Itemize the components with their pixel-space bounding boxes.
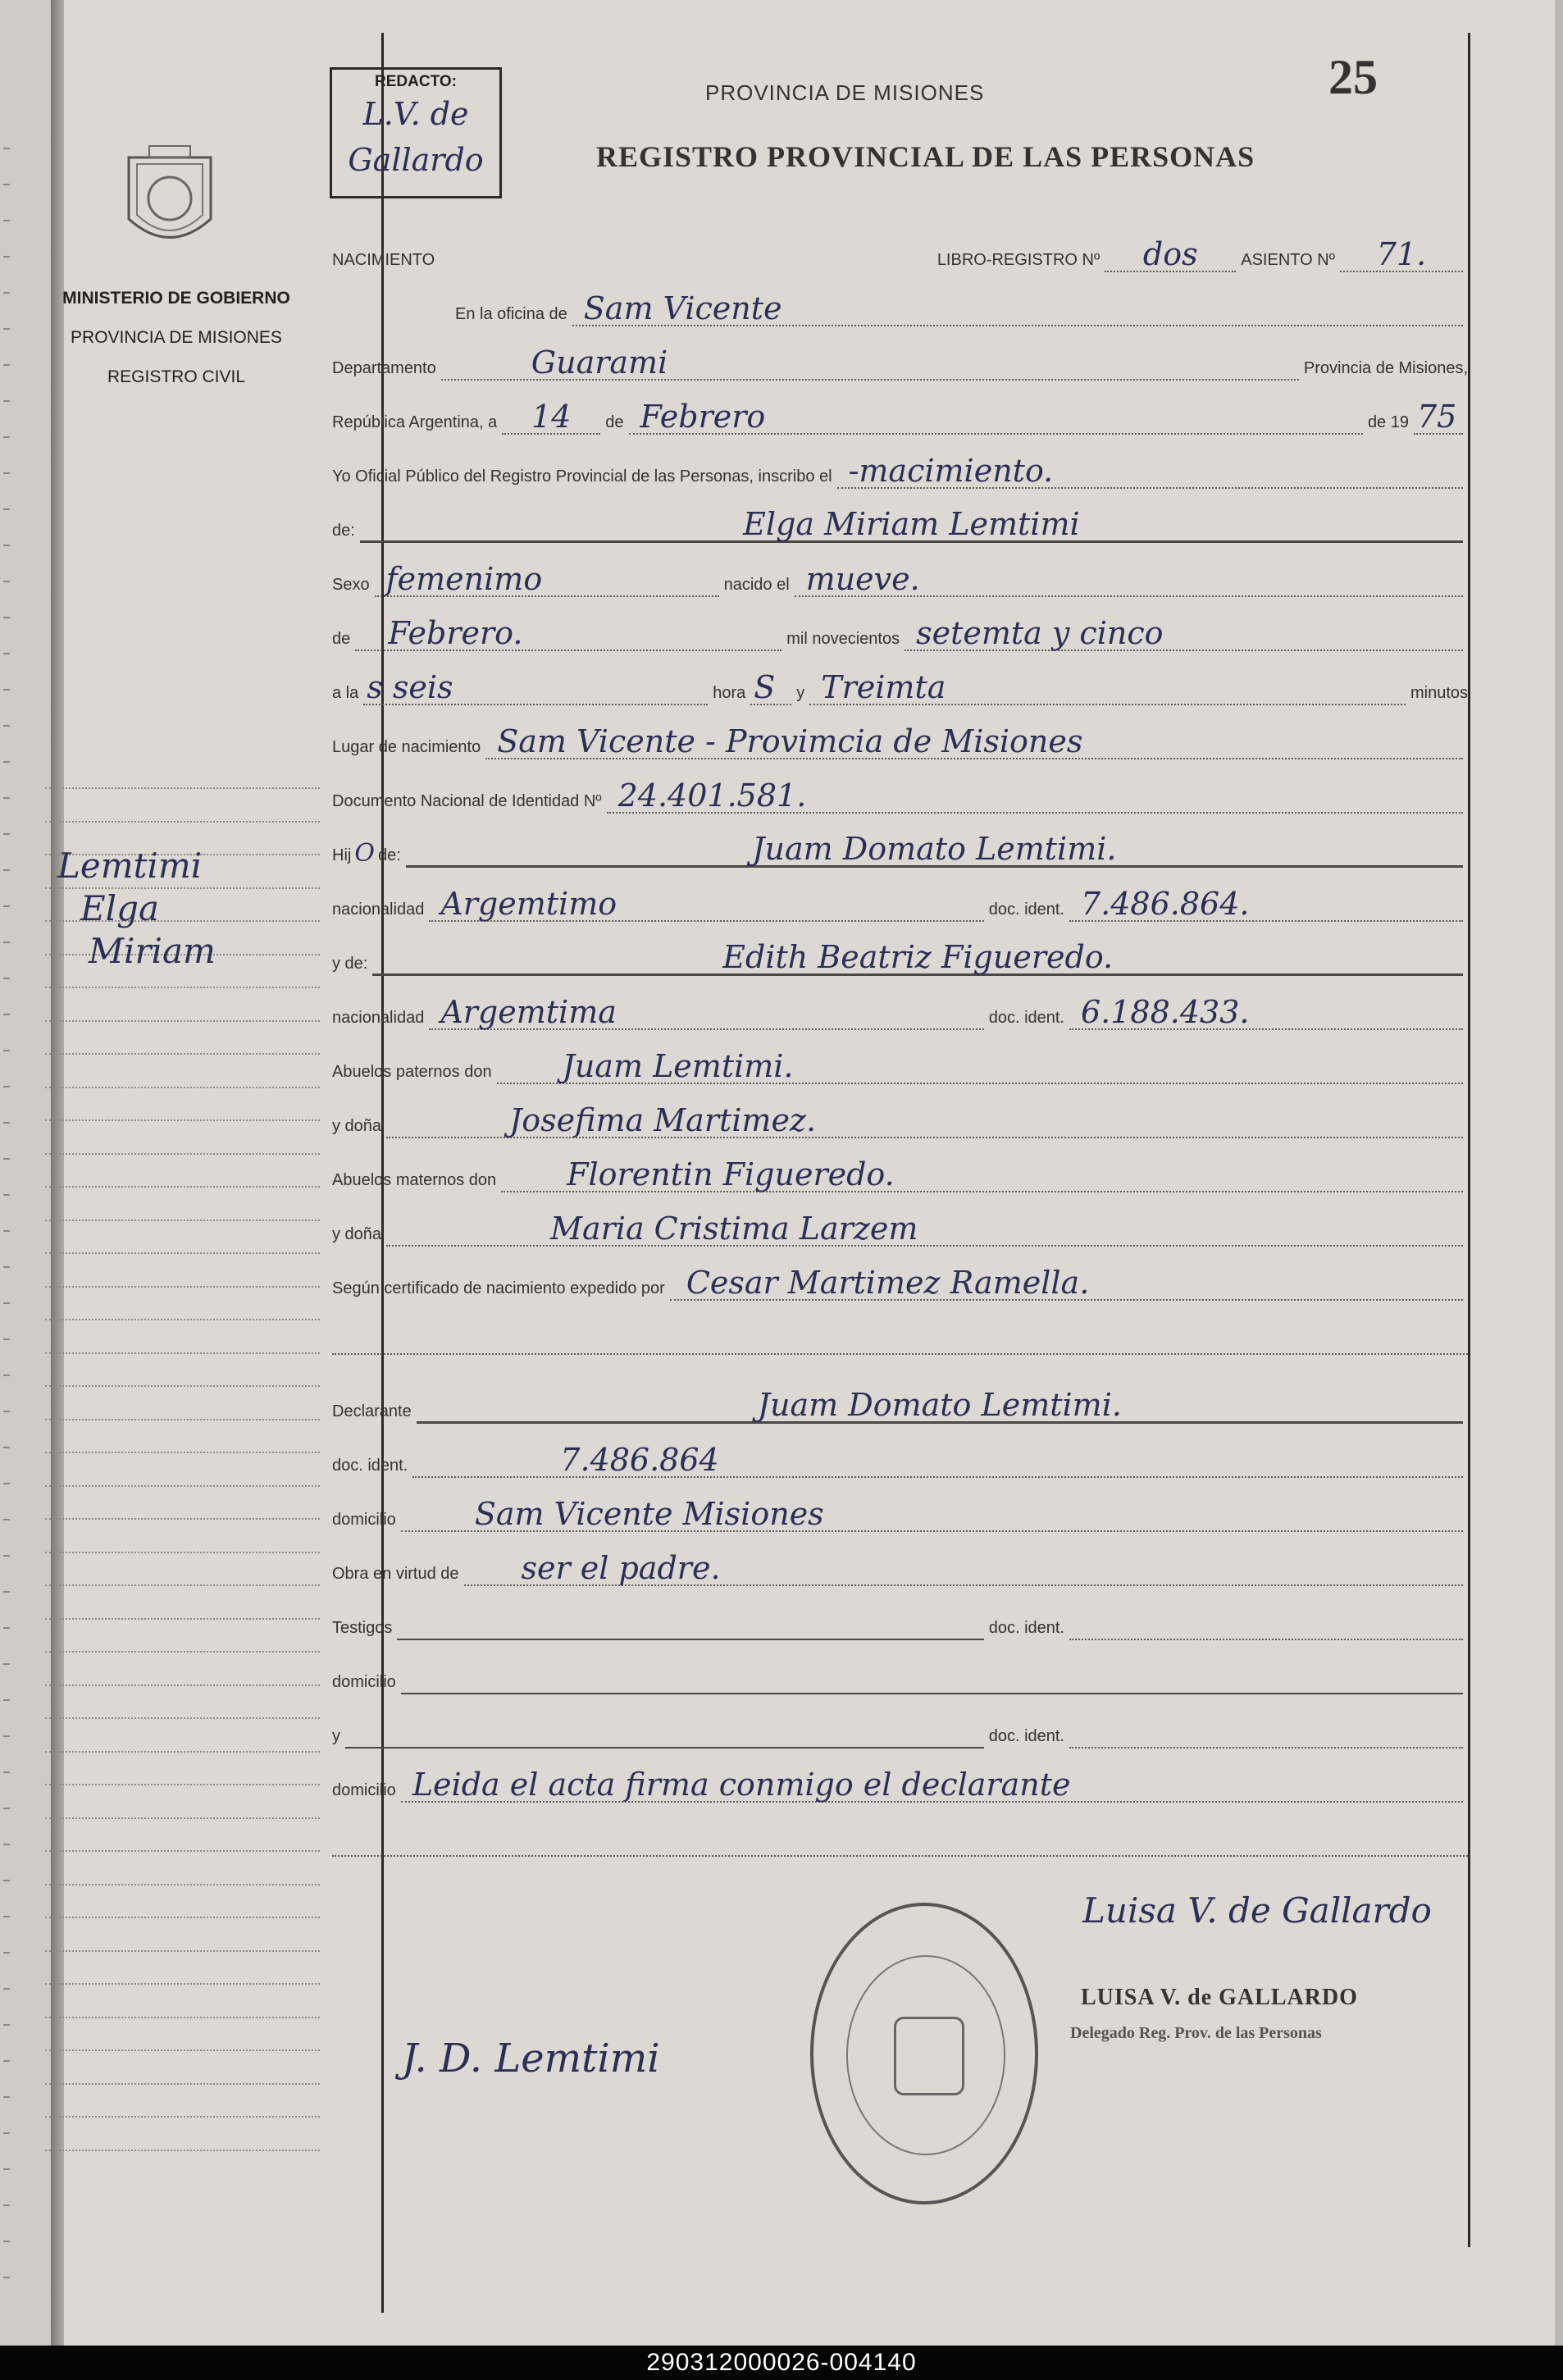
- margin-line: [45, 1584, 320, 1586]
- row-testigos: [332, 1607, 1468, 1640]
- prev-page-tick: [3, 653, 10, 654]
- departamento-field: Guarami: [441, 346, 1299, 381]
- padre-field: Juam Domato Lemtimi.: [406, 832, 1463, 868]
- image-id-footer: 290312000026-004140: [0, 2346, 1563, 2380]
- row-departamento: [332, 344, 1468, 381]
- prev-page-tick: [3, 1952, 10, 1954]
- doc-madre-field: 6.188.433.: [1069, 996, 1463, 1030]
- de-nombre-label: de:: [332, 522, 355, 540]
- row-abuelo-pat: [332, 1048, 1468, 1084]
- prev-page-tick: [3, 1988, 10, 1990]
- margin-line: [45, 1983, 320, 1985]
- prev-page-tick: [3, 1627, 10, 1629]
- testigos-doc-label: doc. ident.: [988, 1619, 1064, 1637]
- nacido-label: nacido el: [723, 576, 790, 594]
- margin-line: [45, 2116, 320, 2118]
- ala-label: a la: [332, 684, 359, 702]
- margin-line: [45, 1850, 320, 1852]
- declarante-label: Declarante: [332, 1402, 412, 1420]
- hijo-suffix: O: [354, 839, 375, 868]
- prev-page-tick: [3, 689, 10, 691]
- abuela-pat-field: Josefima Martimez.: [386, 1104, 1463, 1138]
- testigos-domicilio-field: [401, 1660, 1463, 1694]
- prev-page-tick: [3, 2024, 10, 2026]
- margin-line: [45, 1618, 320, 1620]
- prev-page-tick: [3, 1483, 10, 1484]
- ministry-name: MINISTERIO DE GOBIERNO: [62, 289, 290, 308]
- margin-line: [45, 1452, 320, 1453]
- prev-page-tick: [3, 472, 10, 474]
- prev-page-tick: [3, 1771, 10, 1773]
- margin-line: [45, 1319, 320, 1320]
- hijo-label: Hij: [332, 846, 352, 864]
- margin-line: [45, 1518, 320, 1520]
- row-dni: [332, 777, 1468, 814]
- margin-line: [45, 1119, 320, 1121]
- de2-label: de: [332, 630, 351, 648]
- margin-line: [45, 1784, 320, 1785]
- official-stamp-name: LUISA V. de GALLARDO: [1081, 1985, 1358, 2010]
- sexo-label: Sexo: [332, 576, 370, 594]
- leida-field: Leida el acta firma conmigo el declarante: [401, 1768, 1463, 1803]
- prev-page-tick: [3, 1663, 10, 1665]
- prev-page-tick: [3, 978, 10, 979]
- row-madre: [332, 939, 1468, 976]
- margin-line: [45, 1485, 320, 1487]
- prev-page-tick: [3, 328, 10, 330]
- prev-page-tick: [3, 797, 10, 799]
- margin-line: [45, 1053, 320, 1055]
- prev-page-tick: [3, 1338, 10, 1340]
- prev-page-tick: [3, 148, 10, 149]
- row-certificado: [332, 1265, 1468, 1301]
- row-oficial: [332, 453, 1468, 489]
- prev-page-tick: [3, 1916, 10, 1917]
- prev-page-tick: [3, 1122, 10, 1124]
- page-edge: [1555, 0, 1563, 2346]
- margin-line: [45, 2150, 320, 2151]
- row-libro: [332, 236, 1468, 272]
- margin-line: [45, 1186, 320, 1188]
- ministry-block: [41, 279, 312, 397]
- prev-page-tick: [3, 1808, 10, 1809]
- ministry-seal-icon: [116, 141, 223, 256]
- margin-line: [45, 1020, 320, 1022]
- obra-label: Obra en virtud de: [332, 1565, 459, 1583]
- nacimiento-label: NACIMIENTO: [332, 251, 435, 269]
- dia-field: 14: [502, 400, 600, 435]
- prev-page-tick: [3, 2096, 10, 2098]
- margin-line: [45, 1286, 320, 1288]
- margin-line: [45, 1385, 320, 1387]
- doc-madre-label: doc. ident.: [988, 1009, 1064, 1027]
- margin-surname: Lemtimi: [57, 846, 203, 886]
- prev-page-tick: [3, 400, 10, 402]
- prev-page-tick: [3, 1230, 10, 1232]
- prev-page-tick: [3, 256, 10, 258]
- mil-label: mil novecientos: [786, 630, 900, 648]
- margin-line: [45, 1252, 320, 1254]
- lugar-label: Lugar de nacimiento: [332, 738, 481, 756]
- prev-page-tick: [3, 1050, 10, 1051]
- right-vertical-rule: [1468, 33, 1470, 2247]
- ministry-registry: REGISTRO CIVIL: [107, 367, 246, 386]
- prev-page-tick: [3, 184, 10, 185]
- doc-padre-label: doc. ident.: [988, 900, 1064, 919]
- blank-line: [332, 1320, 1468, 1355]
- libro-label: LIBRO-REGISTRO Nº: [936, 251, 1100, 269]
- margin-line: [45, 1352, 320, 1354]
- prev-page-tick: [3, 1086, 10, 1087]
- row-testigos-domicilio: [332, 1662, 1468, 1694]
- prev-page-tick: [3, 581, 10, 582]
- testigos-doc-field: [1069, 1606, 1463, 1640]
- oficina-label: En la oficina de: [455, 305, 567, 323]
- row-obra: [332, 1550, 1468, 1586]
- nacionalidad-madre-label: nacionalidad: [332, 1009, 425, 1027]
- margin-line: [45, 1917, 320, 1918]
- y2-label: y: [332, 1727, 340, 1745]
- mes-field: Febrero: [629, 400, 1363, 435]
- page-number: 25: [1328, 50, 1378, 104]
- oficial-field: -macimiento.: [837, 454, 1463, 489]
- margin-line: [45, 1087, 320, 1088]
- margin-line: [45, 787, 320, 789]
- domicilio-field: Sam Vicente Misiones: [401, 1498, 1463, 1532]
- ministry-province: PROVINCIA DE MISIONES: [71, 328, 282, 347]
- prev-page-tick: [3, 725, 10, 727]
- ydona-pat-label: y doña: [332, 1117, 382, 1135]
- testigos-label: Testigos: [332, 1619, 393, 1637]
- margin-line: [45, 1552, 320, 1553]
- doc-padre-field: 7.486.864.: [1069, 887, 1463, 922]
- row-testigo2: [332, 1716, 1468, 1749]
- row-sexo: [332, 561, 1468, 597]
- abuela-mat-field: Maria Cristima Larzem: [386, 1212, 1463, 1247]
- dni-field: 24.401.581.: [607, 779, 1463, 814]
- row-mes: [332, 615, 1468, 651]
- margin-line: [45, 1419, 320, 1420]
- prev-page-tick: [3, 1844, 10, 1845]
- margin-line: [45, 1884, 320, 1885]
- prev-page-tick: [3, 1375, 10, 1376]
- prev-page-tick: [3, 1014, 10, 1015]
- ydona-mat-label: y doña: [332, 1225, 382, 1243]
- prev-page-tick: [3, 617, 10, 618]
- anio-letras-field: setemta y cinco: [905, 617, 1463, 651]
- row-declarante-doc: [332, 1442, 1468, 1478]
- prev-page-tick: [3, 869, 10, 871]
- prev-page-tick: [3, 1447, 10, 1448]
- anio-field: 75: [1414, 400, 1463, 435]
- nombre-field: Elga Miriam Lemtimi: [360, 508, 1463, 543]
- prev-page-tick: [3, 1519, 10, 1521]
- oficial-label: Yo Oficial Público del Registro Provincial de las Personas, inscribo el: [332, 467, 832, 486]
- prev-page-tick: [3, 545, 10, 546]
- row-nac-madre: [332, 994, 1468, 1030]
- de-label: de: [605, 413, 624, 431]
- blank-line-2: [332, 1822, 1468, 1857]
- row-abuelo-mat: [332, 1156, 1468, 1192]
- prev-page-tick: [3, 2204, 10, 2206]
- margin-line: [45, 1685, 320, 1686]
- prev-page-tick: [3, 292, 10, 294]
- official-stamp-role: Delegado Reg. Prov. de las Personas: [1070, 2024, 1322, 2042]
- prev-page-tick: [3, 220, 10, 221]
- province-heading: PROVINCIA DE MISIONES: [705, 80, 985, 105]
- row-hora: [332, 669, 1468, 705]
- certificado-field: Cesar Martimez Ramella.: [670, 1266, 1463, 1301]
- margin-second-name: Miriam: [89, 931, 216, 971]
- prev-page-tick: [3, 364, 10, 366]
- declarante-doc-field: 7.486.864: [412, 1443, 1463, 1478]
- row-abuela-mat: [332, 1211, 1468, 1247]
- madre-field: Edith Beatriz Figueredo.: [372, 941, 1463, 976]
- testigo2-field: [345, 1714, 984, 1749]
- abuelo-pat-field: Juam Lemtimi.: [497, 1050, 1463, 1084]
- prev-page-tick: [3, 1302, 10, 1304]
- row-blank: [332, 1322, 1468, 1355]
- margin-line: [45, 1717, 320, 1719]
- dni-label: Documento Nacional de Identidad Nº: [332, 792, 602, 810]
- minutos-label: minutos: [1410, 684, 1468, 702]
- anio-label: de 19: [1367, 413, 1409, 431]
- row-lugar: [332, 723, 1468, 759]
- nac-padre-field: Argemtimo: [429, 887, 983, 922]
- asiento-field: 71.: [1340, 238, 1463, 272]
- row-blank-2: [332, 1824, 1468, 1857]
- prev-page-tick: [3, 1735, 10, 1737]
- row-fecha: [332, 399, 1468, 435]
- nac-madre-field: Argemtima: [429, 996, 983, 1030]
- testigos-domicilio-label: domicilio: [332, 1673, 396, 1691]
- row-leida: [332, 1767, 1468, 1803]
- certificado-label: Según certificado de nacimiento expedido por: [332, 1279, 665, 1297]
- margin-line: [45, 821, 320, 823]
- hora-field: s seis: [363, 671, 708, 705]
- asiento-label: ASIENTO Nº: [1241, 251, 1335, 269]
- abuelos-mat-label: Abuelos maternos don: [332, 1171, 497, 1189]
- row-declarante: [332, 1387, 1468, 1424]
- declarante-field: Juam Domato Lemtimi.: [417, 1388, 1463, 1424]
- oficina-field: Sam Vicente: [572, 292, 1463, 326]
- margin-line: [45, 1220, 320, 1221]
- margin-line: [45, 1153, 320, 1155]
- testigo2-domicilio-label: domicilio: [332, 1781, 396, 1799]
- nacido-field: mueve.: [795, 563, 1463, 597]
- hora-s-field: S: [750, 671, 791, 705]
- prev-page-tick: [3, 436, 10, 438]
- prev-page-tick: [3, 1266, 10, 1268]
- row-domicilio: [332, 1496, 1468, 1532]
- prev-page-tick: [3, 2241, 10, 2242]
- redacto-value: [332, 91, 499, 183]
- margin-line: [45, 1950, 320, 1952]
- prev-page-tick: [3, 1699, 10, 1701]
- departamento-label: Departamento: [332, 359, 436, 377]
- y-label: y: [796, 684, 805, 702]
- libro-field: dos: [1105, 238, 1236, 272]
- margin-first-name: Elga: [80, 888, 160, 928]
- redacto-value-line-2: Gallardo: [348, 142, 484, 178]
- prev-page-tick: [3, 508, 10, 510]
- redacto-value-line-1: L.V. de: [362, 96, 469, 132]
- row-nac-padre: [332, 886, 1468, 922]
- row-oficina: [332, 290, 1468, 326]
- margin-line: [45, 1651, 320, 1653]
- obra-field: ser el padre.: [464, 1552, 1463, 1586]
- margin-name-note: [57, 845, 216, 973]
- margin-line: [45, 2049, 320, 2051]
- prev-page-tick: [3, 2277, 10, 2278]
- row-abuela-pat: [332, 1102, 1468, 1138]
- sexo-field: femenimo: [375, 563, 719, 597]
- row-nombre: [332, 506, 1468, 543]
- minutos-field: Treimta: [809, 671, 1406, 705]
- margin-line: [45, 1817, 320, 1819]
- testigo2-doc-field: [1069, 1714, 1463, 1749]
- nacionalidad-padre-label: nacionalidad: [332, 900, 425, 919]
- mes2-field: Febrero.: [355, 617, 782, 651]
- official-oval-seal-icon: [810, 1903, 1038, 2204]
- testigo2-doc-label: doc. ident.: [988, 1727, 1064, 1745]
- redacto-label: REDACTO:: [375, 73, 457, 90]
- testigos-field: [397, 1606, 983, 1640]
- prev-page-tick: [3, 761, 10, 763]
- margin-line: [45, 1751, 320, 1753]
- domicilio-label: domicilio: [332, 1511, 396, 1529]
- official-signature: Luisa V. de Gallardo: [1082, 1890, 1432, 1931]
- prev-page-tick: [3, 1158, 10, 1160]
- hijo-de-label: de:: [377, 846, 401, 864]
- abuelos-pat-label: Abuelos paternos don: [332, 1063, 492, 1081]
- hora-label: hora: [713, 684, 746, 702]
- prev-page-tick: [3, 2132, 10, 2134]
- prev-page-tick: [3, 905, 10, 907]
- yde-label: y de:: [332, 955, 368, 973]
- republica-label: República Argentina, a: [332, 413, 498, 431]
- prev-page-tick: [3, 1555, 10, 1557]
- abuelo-mat-field: Florentin Figueredo.: [501, 1158, 1463, 1192]
- lugar-field: Sam Vicente - Provimcia de Misiones: [485, 725, 1463, 759]
- prev-page-tick: [3, 1411, 10, 1412]
- prev-page-tick: [3, 2060, 10, 2062]
- margin-line: [45, 987, 320, 988]
- margin-notes-lines: [45, 787, 320, 2182]
- declarante-doc-label: doc. ident.: [332, 1457, 408, 1475]
- prev-page-tick: [3, 2168, 10, 2170]
- registry-title: REGISTRO PROVINCIAL DE LAS PERSONAS: [596, 140, 1255, 173]
- row-padre: [332, 831, 1468, 868]
- margin-line: [45, 2083, 320, 2085]
- provincia-suffix: Provincia de Misiones,: [1303, 359, 1468, 377]
- prev-page-tick: [3, 833, 10, 835]
- redacto-box: [330, 67, 502, 198]
- prev-page-tick: [3, 942, 10, 943]
- prev-page-tick: [3, 1880, 10, 1881]
- prev-page-tick: [3, 1194, 10, 1196]
- margin-line: [45, 2017, 320, 2018]
- prev-page-tick: [3, 1591, 10, 1593]
- declarant-signature: J. D. Lemtimi: [402, 2036, 660, 2081]
